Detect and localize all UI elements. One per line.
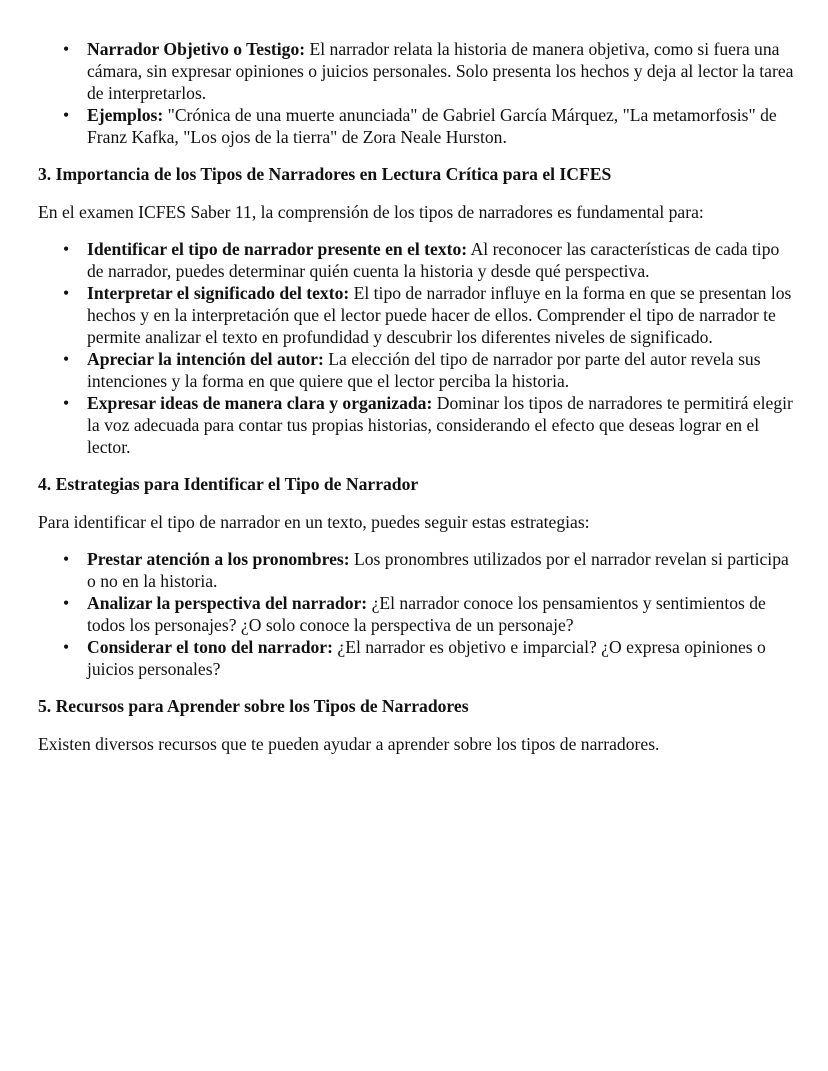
list-item-text: Los pronombres utilizados por el narrador revelan si participa o no en la historia. [87, 549, 789, 591]
list-item [63, 636, 794, 680]
list-item [63, 104, 794, 148]
list-item-text: "Crónica de una muerte anunciada" de Gabriel García Márquez, "La metamorfosis" de Franz Kafka, "Los ojos de la tierra" de Zora Neale Hurston. [87, 105, 777, 147]
top-bullet-list [38, 38, 794, 148]
section-5-intro: Existen diversos recursos que te pueden ayudar a aprender sobre los tipos de narradores. [38, 734, 660, 754]
bullet-icon: • [63, 105, 70, 125]
list-item-term: Analizar la perspectiva del narrador: [87, 593, 368, 613]
list-item-term: Narrador Objetivo o Testigo: [87, 39, 306, 59]
section-5-heading: 5. Recursos para Aprender sobre los Tipos de Narradores [38, 696, 469, 716]
list-item [63, 592, 794, 636]
list-item-text: ¿El narrador es objetivo e imparcial? ¿O expresa opiniones o juicios personales? [87, 637, 766, 679]
list-item [63, 282, 794, 348]
list-item-term: Interpretar el significado del texto: [87, 283, 350, 303]
list-item-term: Prestar atención a los pronombres: [87, 549, 350, 569]
list-item-text: El narrador relata la historia de manera objetiva, como si fuera una cámara, sin expresar opiniones o juicios personales. Solo presenta los hechos y deja al lector la tarea de interpretarlos. [87, 39, 794, 103]
bullet-icon: • [63, 637, 70, 657]
list-item-text: El tipo de narrador influye en la forma en que se presentan los hechos y en la interpretación que el lector puede hacer de ellos. Comprender el tipo de narrador te permite analizar el texto en profundidad y descubrir los diferentes niveles de significado. [87, 283, 792, 347]
bullet-icon: • [63, 593, 70, 613]
list-item-text: Al reconocer las características de cada tipo de narrador, puedes determinar quién cuenta la historia y desde qué perspectiva. [87, 239, 780, 281]
list-item-term: Identificar el tipo de narrador presente en el texto: [87, 239, 468, 259]
list-item [63, 348, 794, 392]
bullet-icon: • [63, 349, 70, 369]
list-item-term: Considerar el tono del narrador: [87, 637, 333, 657]
section-3-intro: En el examen ICFES Saber 11, la comprensión de los tipos de narradores es fundamental para: [38, 202, 704, 222]
bullet-icon: • [63, 283, 70, 303]
bullet-icon: • [63, 393, 70, 413]
section-4-heading: 4. Estrategias para Identificar el Tipo de Narrador [38, 474, 419, 494]
section-4-list [38, 548, 794, 680]
list-item-text: ¿El narrador conoce los pensamientos y sentimientos de todos los personajes? ¿O solo conoce la perspectiva de un personaje? [87, 593, 766, 635]
list-item [63, 238, 794, 282]
bullet-icon: • [63, 549, 70, 569]
section-4-intro: Para identificar el tipo de narrador en un texto, puedes seguir estas estrategias: [38, 512, 590, 532]
list-item-term: Apreciar la intención del autor: [87, 349, 324, 369]
list-item-text: Dominar los tipos de narradores te permitirá elegir la voz adecuada para contar tus propias historias, considerando el efecto que deseas lograr en el lector. [87, 393, 793, 457]
list-item [63, 38, 794, 104]
section-3-list [38, 238, 794, 458]
list-item-term: Ejemplos: [87, 105, 164, 125]
list-item-term: Expresar ideas de manera clara y organizada: [87, 393, 433, 413]
list-item [63, 392, 794, 458]
bullet-icon: • [63, 239, 70, 259]
list-item-text: La elección del tipo de narrador por parte del autor revela sus intenciones y la forma en que quiere que el lector perciba la historia. [87, 349, 761, 391]
bullet-icon: • [63, 39, 70, 59]
section-3-heading: 3. Importancia de los Tipos de Narradores en Lectura Crítica para el ICFES [38, 164, 612, 184]
list-item [63, 548, 794, 592]
document-page [38, 38, 794, 755]
